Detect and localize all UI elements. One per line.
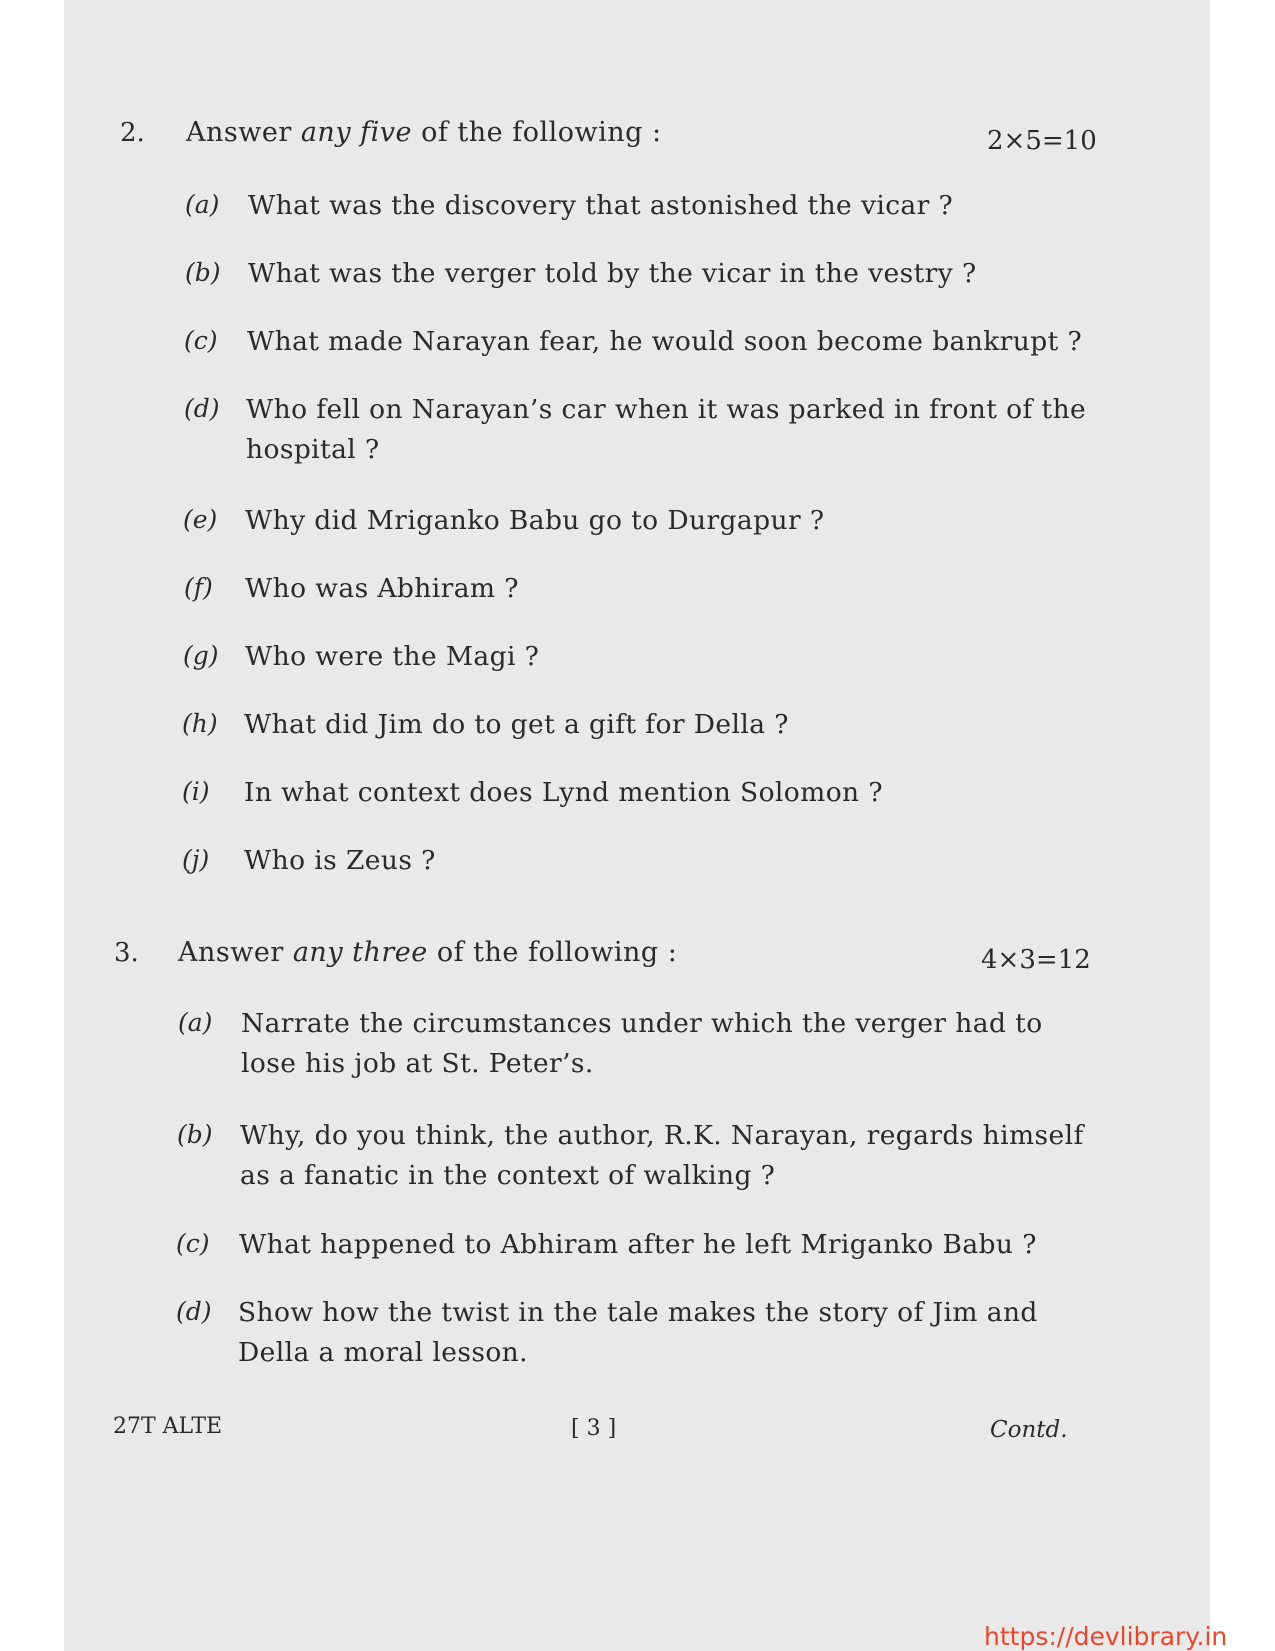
exam-page bbox=[64, 0, 1210, 1651]
question-3-instruction bbox=[178, 937, 677, 968]
question-2-number: 2. bbox=[120, 118, 145, 148]
question-2a-label: (a) bbox=[185, 190, 220, 219]
question-3d-label: (d) bbox=[176, 1297, 212, 1326]
question-3-number: 3. bbox=[114, 938, 139, 968]
question-2-instruction bbox=[186, 117, 662, 148]
question-2i-label: (i) bbox=[182, 777, 210, 806]
question-2d-text: Who fell on Narayan’s car when it was parked in front of the hospital ? bbox=[246, 394, 1087, 465]
question-2h-text: What did Jim do to get a gift for Della ? bbox=[244, 709, 789, 740]
question-2-instruction-post: of the following : bbox=[412, 117, 662, 148]
question-3-instruction-post: of the following : bbox=[427, 937, 678, 968]
paper-code: 27T ALTE bbox=[113, 1414, 223, 1439]
question-3d-text: Show how the twist in the tale makes the story of Jim and Della a moral lesson. bbox=[238, 1297, 1038, 1368]
question-2g-label: (g) bbox=[183, 641, 219, 670]
question-2c-label: (c) bbox=[184, 326, 218, 355]
question-3b-label: (b) bbox=[177, 1120, 213, 1149]
question-2e-text: Why did Mriganko Babu go to Durgapur ? bbox=[245, 505, 825, 536]
question-2b-label: (b) bbox=[185, 258, 221, 287]
continued-label: Contd. bbox=[990, 1417, 1068, 1443]
question-2d-label: (d) bbox=[184, 394, 220, 423]
question-3b-text: Why, do you think, the author, R.K. Narayan, regards himself as a fanatic in the context of walking ? bbox=[240, 1120, 1084, 1191]
question-3c-label: (c) bbox=[176, 1229, 210, 1258]
question-3-marks: 4×3=12 bbox=[981, 945, 1091, 975]
question-3c-text: What happened to Abhiram after he left Mriganko Babu ? bbox=[239, 1229, 1037, 1260]
question-2-instruction-pre: Answer bbox=[186, 117, 301, 148]
page-number: [ 3 ] bbox=[571, 1416, 617, 1441]
question-2f-label: (f) bbox=[184, 573, 213, 602]
question-3-instruction-emphasis: any three bbox=[292, 937, 428, 968]
question-3-instruction-pre: Answer bbox=[178, 937, 293, 968]
question-2j-text: Who is Zeus ? bbox=[244, 845, 436, 876]
watermark-url: https://devlibrary.in bbox=[984, 1622, 1228, 1651]
question-2g-text: Who were the Magi ? bbox=[245, 641, 540, 672]
question-2h-label: (h) bbox=[182, 709, 218, 738]
question-2a-text: What was the discovery that astonished the vicar ? bbox=[248, 190, 954, 221]
question-3a-label: (a) bbox=[178, 1008, 213, 1037]
question-2-instruction-emphasis: any five bbox=[300, 117, 413, 148]
question-2b-text: What was the verger told by the vicar in the vestry ? bbox=[248, 258, 977, 289]
question-2c-text: What made Narayan fear, he would soon become bankrupt ? bbox=[247, 326, 1083, 357]
question-2f-text: Who was Abhiram ? bbox=[245, 573, 519, 604]
question-3a-text: Narrate the circumstances under which the verger had to lose his job at St. Peter’s. bbox=[241, 1008, 1043, 1079]
question-2j-label: (j) bbox=[182, 845, 210, 874]
question-2i-text: In what context does Lynd mention Solomon ? bbox=[244, 777, 883, 808]
question-2-marks: 2×5=10 bbox=[987, 126, 1097, 156]
question-2e-label: (e) bbox=[183, 505, 218, 534]
